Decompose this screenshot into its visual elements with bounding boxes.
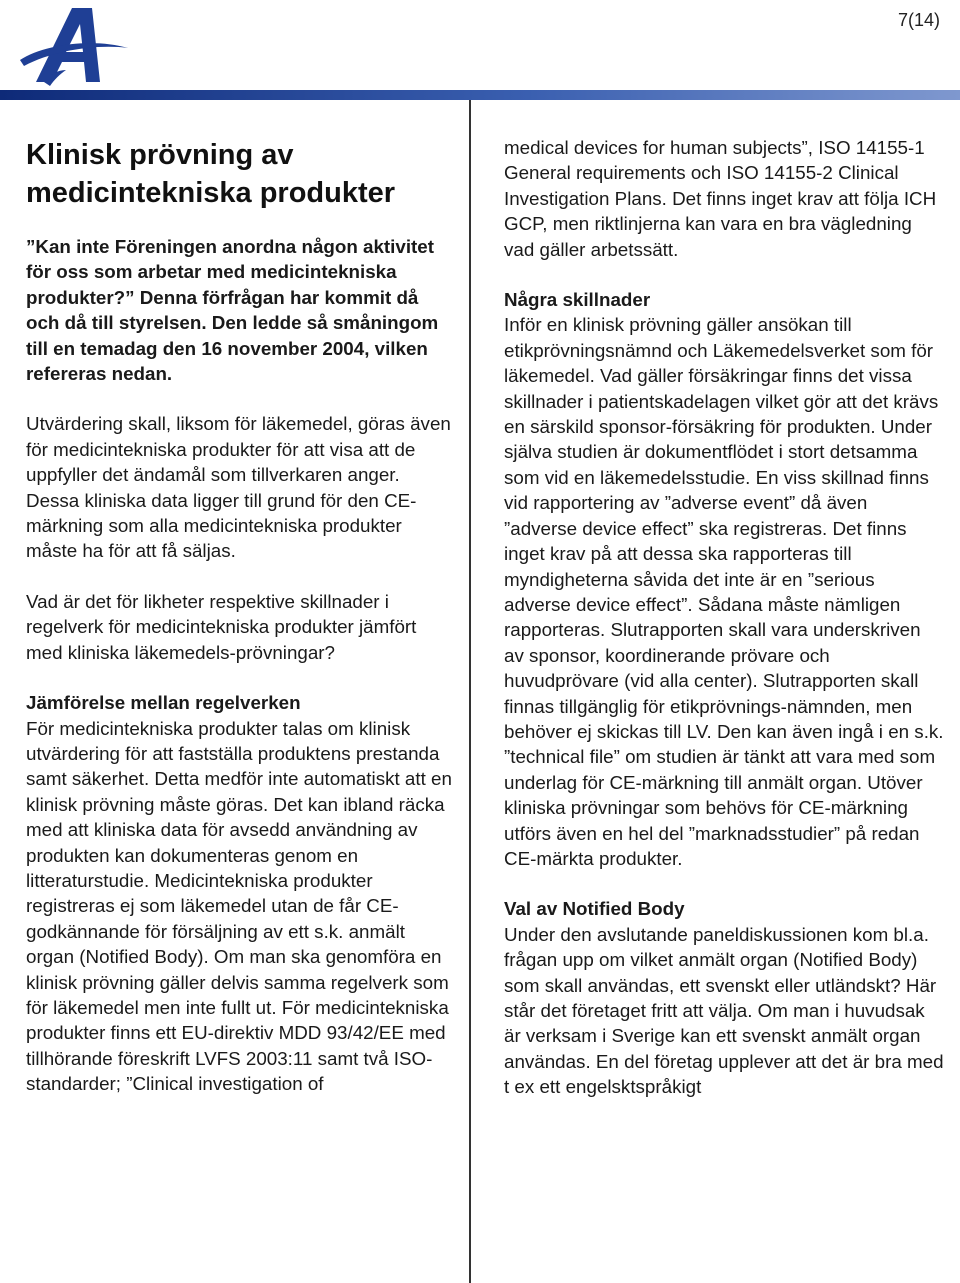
section-body: Inför en klinisk prövning gäller ansökan till etikprövningsnämnd och Läkemedelsverket som för läkemedel. Vad gäller försäkringar finns det vissa skillnader i patientskadelagen vilket gör att det krävs en särskild sponsor-försäkring för produkten. Under själva studien är dokumentflödet i stort detsamma som vid en läkemedelsstudie. En viss skillnad finns vid rapportering av ”adverse event” då även ”adverse device effect” ska registreras. Det finns inget krav på att dessa ska rapporteras till myndigheterna såvida det inte är en ”serious adverse device effect”. Sådana måste nämligen rapporteras. Slutrapporten skall vara underskriven av sponsor, koordinerande prövare och huvudprövare (vid alla center). Slutrapporten skall finnas tillgänglig för etikprövnings-nämnden, men behöver ej skickas till LV. Den kan även ingå i en s.k. ”technical file” om studien är tänkt att vara med som underlag för CE-märkning till anmält organ. Utöver kliniska prövningar som behövs för CE-märkning utförs även en hel del ”marknadsstudier” på redan CE-märkta produkter. (504, 314, 944, 869)
body-paragraph: Vad är det för likheter respektive skillnader i regelverk för medicintekniska produkter jämfört med kliniska läkemedels-prövningar? (26, 590, 417, 663)
section-heading: Val av Notified Body (504, 898, 685, 920)
article-title: Klinisk prövning av medicintekniska produkter (26, 139, 396, 209)
section-differences (504, 287, 944, 871)
intro-paragraph: ”Kan inte Föreningen anordna någon aktivitet för oss som arbetar med medicintekniska produkter?” Denna förfrågan har kommit då och då till styrelsen. Den ledde så småningom till en temadag den 16 november 2004, vilken refereras nedan. (26, 236, 439, 385)
right-column (504, 135, 944, 1125)
column-divider (469, 100, 471, 1283)
body-paragraph: Utvärdering skall, liksom för läkemedel, göras även för medicintekniska produkter för att visa att de uppfyller det ändamål som tillverkaren anger. Dessa kliniska data ligger till grund för den CE-märkning som alla medicintekniska produkter måste ha för att få säljas. (26, 413, 451, 562)
section-heading: Några skillnader (504, 289, 651, 311)
a-logo-icon (14, 4, 132, 88)
section-body: För medicintekniska produkter talas om klinisk utvärdering för att fastställa produktens prestanda samt säkerhet. Detta medför inte automatiskt att en klinisk prövning måste göras. Det kan ibland räcka med att kliniska data för avsedd användning av produkten kan dokumenteras genom en litteraturstudie. Medicintekniska produkter registreras ej som läkemedel utan de får CE-godkännande för försäljning av ett s.k. anmält organ (Notified Body). Om man ska genomföra en klinisk prövning gäller delvis samma regelverk som för läkemedel men inte fullt ut. För medicintekniska produkter finns ett EU-direktiv MDD 93/42/EE med tillhörande föreskrift LVFS 2003:11 samt två ISO-standarder; ”Clinical investigation of (26, 717, 452, 1095)
header-rule (0, 90, 960, 100)
section-heading: Jämförelse mellan regelverken (26, 692, 301, 714)
section-body: Under den avslutande paneldiskussionen kom bl.a. frågan upp om vilket anmält organ (Notified Body) som skall användas, ett svenskt eller utländskt? Här står det företaget fritt att välja. Om man i huvudsak är verksam i Sverige kan ett svenskt anmält organ användas. En del företag upplever att det är bra med t ex ett engelsktspråkigt (504, 923, 944, 1098)
section-notified-body (504, 896, 944, 1099)
body-paragraph: medical devices for human subjects”, ISO 14155-1 General requirements och ISO 14155-2 Clinical Investigation Plans. Det finns inget krav att följa ICH GCP, men riktlinjerna kan vara en bra vägledning vad gäller arbetssätt. (504, 137, 937, 260)
section-comparison (26, 690, 456, 1097)
left-column (26, 136, 456, 1122)
page-number: 7(14) (897, 10, 940, 30)
page-header (0, 0, 960, 100)
